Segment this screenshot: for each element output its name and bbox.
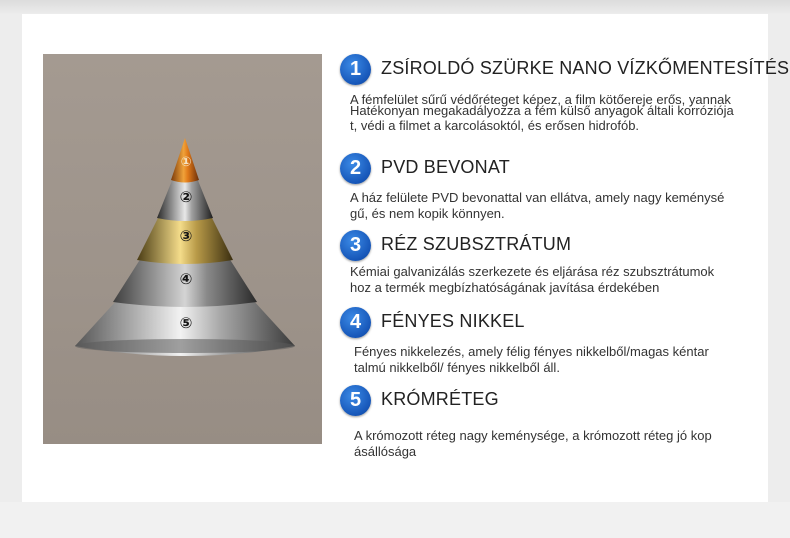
description-line: hoz a termék megbízhatóságának javítása érdekében: [350, 280, 660, 295]
description-line: A krómozott réteg nagy keménysége, a krómozott réteg jó kop: [354, 428, 712, 443]
pyramid-panel: [43, 54, 322, 444]
pyramid-label-1: ①: [180, 155, 192, 170]
feature-description: [354, 428, 784, 460]
description-line: gű, és nem kopik könnyen.: [350, 206, 505, 221]
pyramid-label-4: ④: [179, 270, 193, 288]
number-badge: 1: [340, 54, 371, 85]
bottom-band: [0, 502, 790, 538]
description-line: Hatékonyan megakadályozza a fém külső anyagok általi korróziója: [350, 103, 734, 118]
description-line: Kémiai galvanizálás szerkezete és eljárása réz szubsztrátumok: [350, 264, 715, 279]
layer-pyramid-graphic: [43, 54, 322, 444]
description-line: A ház felülete PVD bevonattal van ellátva, amely nagy keménysé: [350, 190, 725, 205]
number-badge: 5: [340, 385, 371, 416]
description-line: t, védi a filmet a karcolásoktól, és erősen hidrofób.: [350, 118, 640, 133]
feature-description: [354, 344, 784, 376]
feature-item-3: [340, 230, 780, 300]
description-line: A fémfelület sűrű védőréteget képez, a film kötőereje erős, yannak: [350, 92, 731, 107]
feature-title: ZSÍROLDÓ SZÜRKE NANO VÍZKŐMENTESÍTÉS: [381, 58, 790, 78]
feature-item-1: [340, 54, 790, 144]
feature-title: PVD BEVONAT: [381, 157, 510, 177]
feature-description: [350, 264, 780, 296]
number-badge: 2: [340, 153, 371, 184]
number-badge: 4: [340, 307, 371, 338]
feature-title: FÉNYES NIKKEL: [381, 311, 525, 331]
pyramid-label-2: ②: [179, 188, 193, 206]
feature-title: RÉZ SZUBSZTRÁTUM: [381, 234, 572, 254]
feature-item-4: [340, 307, 780, 382]
description-line: talmú nikkelből/ fényes nikkelből áll.: [354, 360, 560, 375]
pyramid-label-5: ⑤: [179, 314, 193, 332]
top-band: [0, 0, 790, 14]
number-badge: 3: [340, 230, 371, 261]
feature-description: [350, 190, 780, 222]
description-line: Fényes nikkelezés, amely félig fényes nikkelből/magas kéntar: [354, 344, 709, 359]
feature-item-2: [340, 153, 780, 223]
description-line: ásállósága: [354, 444, 417, 459]
pyramid-label-3: ③: [179, 227, 193, 245]
feature-item-5: [340, 385, 780, 465]
feature-title: KRÓMRÉTEG: [381, 389, 499, 409]
feature-description: [350, 92, 780, 134]
